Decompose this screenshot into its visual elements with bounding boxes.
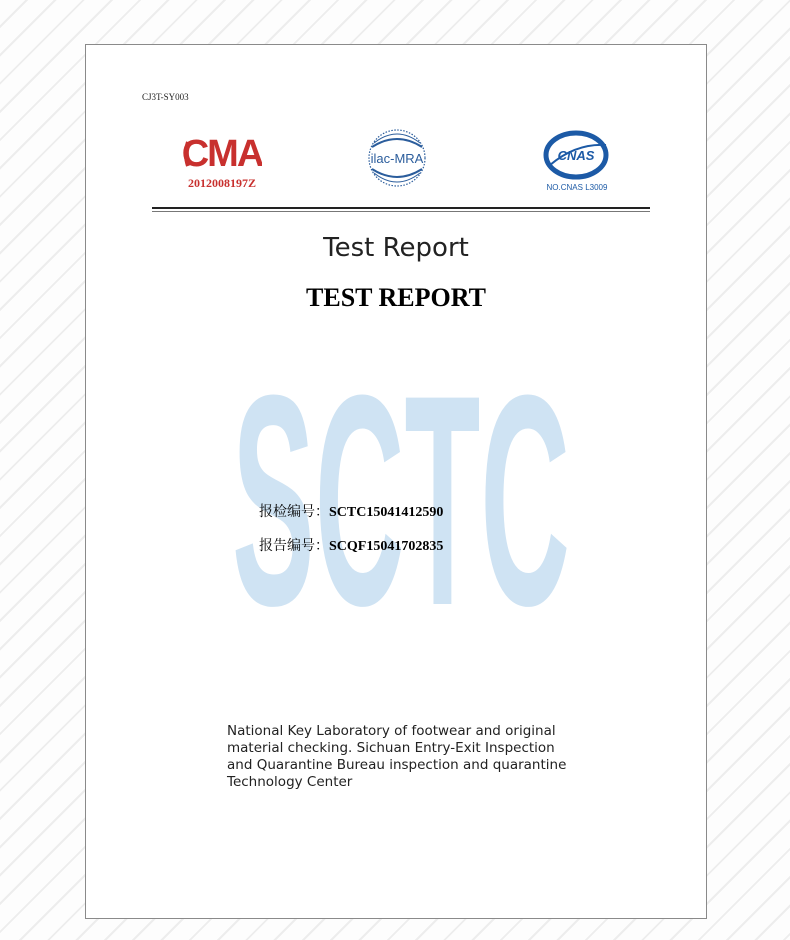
laboratory-line: National Key Laboratory of footwear and original [227, 723, 556, 739]
inspection-number-value: SCTC15041412590 [329, 505, 444, 520]
report-number-label: 报告编号： [259, 539, 329, 554]
laboratory-line: material checking. Sichuan Entry-Exit Inspection [227, 740, 555, 756]
inspection-number [259, 501, 443, 521]
cma-logo [182, 130, 262, 192]
cma-logo-text: CMA [182, 133, 262, 175]
report-page [85, 44, 707, 919]
cnas-logo-text: CNAS [557, 148, 595, 163]
sctc-watermark [230, 378, 572, 608]
report-title: Test Report [323, 233, 469, 263]
header-divider-thin [152, 211, 650, 212]
watermark-text: SCTC [232, 378, 570, 608]
laboratory-line: and Quarantine Bureau inspection and quarantine [227, 757, 567, 773]
report-number [259, 535, 443, 555]
cnas-number: NO.CNAS L3009 [546, 183, 608, 192]
report-number-value: SCQF15041702835 [329, 539, 444, 554]
document-code: CJ3T-SY003 [142, 92, 189, 102]
header-divider [152, 207, 650, 209]
laboratory-name [227, 723, 587, 791]
ilac-logo-text: ilac-MRA [370, 151, 424, 166]
cnas-logo [540, 129, 614, 193]
ilac-mra-logo [362, 127, 432, 189]
report-title-bold: TEST REPORT [306, 283, 486, 312]
inspection-number-label: 报检编号： [259, 505, 329, 520]
cma-number: 2012008197Z [187, 176, 257, 190]
laboratory-line: Technology Center [227, 774, 353, 790]
